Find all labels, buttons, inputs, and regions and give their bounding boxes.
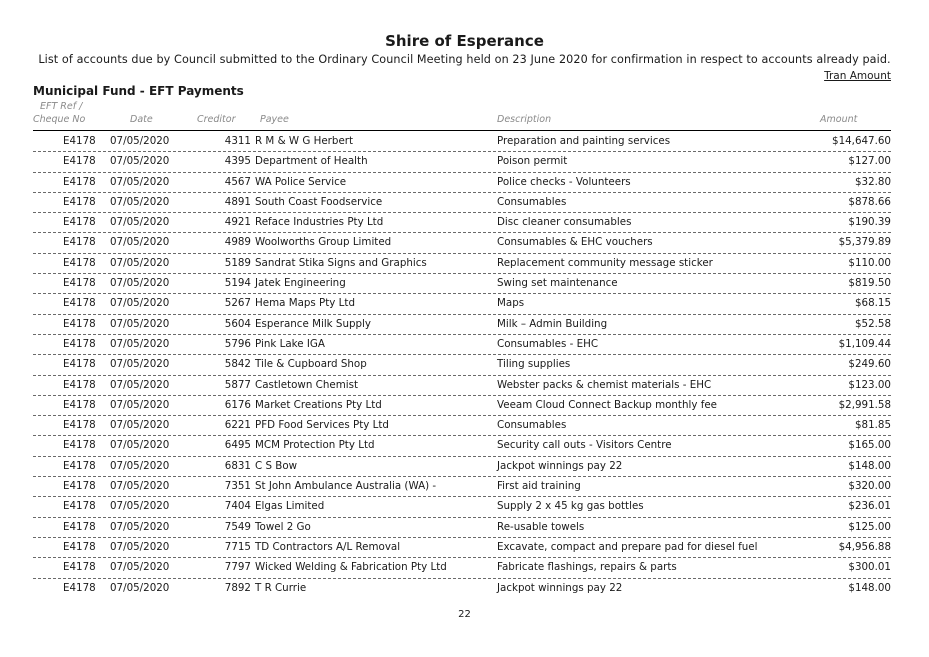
cell-payee: South Coast Foodservice — [255, 195, 383, 208]
col-header-payee: Payee — [260, 114, 289, 125]
cell-date: 07/05/2020 — [110, 561, 170, 574]
table-row — [33, 274, 891, 294]
cell-description: Supply 2 x 45 kg gas bottles — [497, 500, 644, 513]
cell-description: Disc cleaner consumables — [497, 216, 632, 229]
cell-creditor: 4311 — [224, 135, 251, 147]
cell-description: Maps — [497, 297, 525, 310]
col-header-description: Description — [497, 114, 552, 125]
cell-eft-ref: E4178 — [63, 256, 96, 269]
cell-description: Police checks - Volunteers — [497, 175, 631, 188]
cell-amount: $148.00 — [848, 459, 891, 472]
cell-amount: $4,956.88 — [838, 540, 891, 553]
cell-payee: Tile & Cupboard Shop — [255, 358, 367, 371]
cell-payee: Department of Health — [255, 155, 368, 168]
table-row — [33, 213, 891, 233]
cell-eft-ref: E4178 — [63, 337, 96, 350]
cell-payee: Reface Industries Pty Ltd — [255, 216, 384, 229]
cell-description: Veeam Cloud Connect Backup monthly fee — [497, 398, 718, 411]
cell-description: Preparation and painting services — [497, 135, 671, 147]
cell-eft-ref: E4178 — [63, 439, 96, 452]
cell-description: Milk – Admin Building — [497, 317, 608, 330]
cell-date: 07/05/2020 — [110, 358, 170, 371]
cell-creditor: 7549 — [224, 520, 251, 533]
table-row — [33, 254, 891, 274]
cell-amount: $819.50 — [848, 277, 891, 290]
cell-payee: Jatek Engineering — [255, 277, 346, 290]
cell-eft-ref: E4178 — [63, 398, 96, 411]
cell-description: Jackpot winnings pay 22 — [497, 581, 623, 594]
cell-creditor: 6221 — [224, 419, 251, 432]
section-heading: Municipal Fund - EFT Payments — [33, 84, 244, 98]
cell-creditor: 4921 — [224, 216, 251, 229]
cell-amount: $14,647.60 — [832, 135, 891, 147]
cell-date: 07/05/2020 — [110, 297, 170, 310]
cell-date: 07/05/2020 — [110, 540, 170, 553]
tran-amount-label: Tran Amount — [824, 70, 891, 82]
page-title: Shire of Esperance — [385, 32, 544, 50]
col-header-ref-line2: Cheque No — [33, 114, 86, 125]
cell-eft-ref: E4178 — [63, 155, 96, 168]
cell-amount: $190.39 — [848, 216, 891, 229]
cell-description: Consumables — [497, 195, 567, 208]
cell-payee: Woolworths Group Limited — [255, 236, 392, 249]
cell-eft-ref: E4178 — [63, 378, 96, 391]
table-row — [33, 457, 891, 477]
table-row — [33, 335, 891, 355]
cell-payee: T R Currie — [255, 581, 307, 594]
cell-description: Swing set maintenance — [497, 277, 618, 290]
cell-description: Consumables - EHC — [497, 337, 599, 350]
cell-creditor: 4395 — [224, 155, 251, 168]
cell-payee: Pink Lake IGA — [255, 337, 325, 350]
cell-amount: $81.85 — [854, 419, 891, 432]
table-row — [33, 416, 891, 436]
cell-date: 07/05/2020 — [110, 216, 170, 229]
cell-date: 07/05/2020 — [110, 155, 170, 168]
table-row — [33, 518, 891, 538]
cell-date: 07/05/2020 — [110, 175, 170, 188]
cell-creditor: 4567 — [224, 175, 251, 188]
cell-payee: Towel 2 Go — [255, 520, 311, 533]
cell-payee: C S Bow — [255, 459, 298, 472]
cell-description: Jackpot winnings pay 22 — [497, 459, 623, 472]
cell-amount: $5,379.89 — [838, 236, 891, 249]
table-row — [33, 396, 891, 416]
cell-description: Excavate, compact and prepare pad for diesel fuel — [497, 540, 758, 553]
cell-creditor: 4891 — [224, 195, 251, 208]
cell-eft-ref: E4178 — [63, 297, 96, 310]
cell-payee: St John Ambulance Australia (WA) - — [255, 480, 437, 493]
cell-date: 07/05/2020 — [110, 195, 170, 208]
cell-date: 07/05/2020 — [110, 135, 170, 147]
cell-payee: MCM Protection Pty Ltd — [255, 439, 375, 452]
cell-description: Poison permit — [497, 155, 568, 168]
table-row — [33, 233, 891, 253]
cell-date: 07/05/2020 — [110, 581, 170, 594]
cell-eft-ref: E4178 — [63, 561, 96, 574]
cell-amount: $32.80 — [854, 175, 891, 188]
cell-creditor: 7715 — [224, 540, 251, 553]
cell-payee: PFD Food Services Pty Ltd — [255, 419, 389, 432]
cell-description: Consumables & EHC vouchers — [497, 236, 653, 249]
cell-creditor: 5267 — [224, 297, 251, 310]
page-number: 22 — [458, 609, 471, 620]
table-row — [33, 477, 891, 497]
cell-amount: $110.00 — [848, 256, 891, 269]
cell-eft-ref: E4178 — [63, 277, 96, 290]
cell-description: Replacement community message sticker — [497, 256, 713, 269]
cell-payee: Market Creations Pty Ltd — [255, 398, 382, 411]
cell-amount: $165.00 — [848, 439, 891, 452]
page-subtitle: List of accounts due by Council submitted to the Ordinary Council Meeting held on 23 June 2020 for confirmation in respect to accounts already paid. — [38, 53, 891, 66]
cell-creditor: 7797 — [224, 561, 251, 574]
cell-amount: $236.01 — [848, 500, 891, 513]
cell-amount: $2,991.58 — [838, 398, 891, 411]
cell-payee: Wicked Welding & Fabrication Pty Ltd — [255, 561, 447, 574]
table-row — [33, 355, 891, 375]
cell-payee: Sandrat Stika Signs and Graphics — [255, 256, 427, 269]
table-row — [33, 294, 891, 314]
cell-date: 07/05/2020 — [110, 480, 170, 493]
cell-eft-ref: E4178 — [63, 419, 96, 432]
cell-creditor: 4989 — [224, 236, 251, 249]
cell-creditor: 6495 — [224, 439, 251, 452]
cell-payee: TD Contractors A/L Removal — [255, 540, 401, 553]
table-row — [33, 132, 891, 152]
cell-eft-ref: E4178 — [63, 500, 96, 513]
cell-eft-ref: E4178 — [63, 195, 96, 208]
cell-description: Tiling supplies — [497, 358, 571, 371]
cell-amount: $123.00 — [848, 378, 891, 391]
cell-payee: R M & W G Herbert — [255, 135, 354, 147]
cell-date: 07/05/2020 — [110, 439, 170, 452]
cell-creditor: 6176 — [224, 398, 251, 411]
cell-amount: $148.00 — [848, 581, 891, 594]
cell-amount: $52.58 — [854, 317, 891, 330]
cell-description: First aid training — [497, 480, 581, 493]
cell-date: 07/05/2020 — [110, 459, 170, 472]
cell-date: 07/05/2020 — [110, 398, 170, 411]
cell-amount: $68.15 — [854, 297, 891, 310]
cell-amount: $878.66 — [848, 195, 891, 208]
cell-eft-ref: E4178 — [63, 216, 96, 229]
cell-payee: Esperance Milk Supply — [255, 317, 372, 330]
header-divider — [33, 130, 891, 131]
cell-date: 07/05/2020 — [110, 500, 170, 513]
cell-description: Webster packs & chemist materials - EHC — [497, 378, 712, 391]
cell-amount: $300.01 — [848, 561, 891, 574]
cell-amount: $125.00 — [848, 520, 891, 533]
cell-creditor: 5796 — [224, 337, 251, 350]
cell-eft-ref: E4178 — [63, 540, 96, 553]
cell-amount: $127.00 — [848, 155, 891, 168]
cell-creditor: 7351 — [224, 480, 251, 493]
cell-date: 07/05/2020 — [110, 520, 170, 533]
cell-creditor: 7892 — [224, 581, 251, 594]
col-header-date: Date — [130, 114, 153, 125]
table-row — [33, 152, 891, 172]
col-header-amount: Amount — [820, 114, 858, 125]
cell-date: 07/05/2020 — [110, 236, 170, 249]
cell-amount: $249.60 — [848, 358, 891, 371]
cell-eft-ref: E4178 — [63, 480, 96, 493]
cell-date: 07/05/2020 — [110, 256, 170, 269]
cell-description: Consumables — [497, 419, 567, 432]
cell-description: Security call outs - Visitors Centre — [497, 439, 672, 452]
table-row — [33, 579, 891, 598]
table-row — [33, 497, 891, 517]
cell-eft-ref: E4178 — [63, 135, 96, 147]
cell-eft-ref: E4178 — [63, 459, 96, 472]
cell-eft-ref: E4178 — [63, 317, 96, 330]
cell-eft-ref: E4178 — [63, 581, 96, 594]
cell-eft-ref: E4178 — [63, 358, 96, 371]
table-row — [33, 538, 891, 558]
cell-date: 07/05/2020 — [110, 337, 170, 350]
cell-payee: Castletown Chemist — [255, 378, 358, 391]
cell-date: 07/05/2020 — [110, 378, 170, 391]
cell-date: 07/05/2020 — [110, 419, 170, 432]
cell-creditor: 5604 — [224, 317, 251, 330]
cell-eft-ref: E4178 — [63, 520, 96, 533]
cell-amount: $320.00 — [848, 480, 891, 493]
cell-payee: Hema Maps Pty Ltd — [255, 297, 355, 310]
cell-creditor: 5189 — [224, 256, 251, 269]
cell-description: Re-usable towels — [497, 520, 585, 533]
table-row — [33, 315, 891, 335]
table-row — [33, 173, 891, 193]
cell-payee: WA Police Service — [255, 175, 347, 188]
cell-creditor: 6831 — [224, 459, 251, 472]
table-row — [33, 193, 891, 213]
col-header-ref-line1: EFT Ref / — [40, 101, 83, 112]
payments-table — [33, 132, 891, 598]
col-header-creditor: Creditor — [197, 114, 236, 125]
cell-amount: $1,109.44 — [838, 337, 891, 350]
cell-eft-ref: E4178 — [63, 175, 96, 188]
cell-creditor: 5842 — [224, 358, 251, 371]
cell-creditor: 5194 — [224, 277, 251, 290]
cell-creditor: 5877 — [224, 378, 251, 391]
cell-creditor: 7404 — [224, 500, 251, 513]
table-row — [33, 376, 891, 396]
cell-date: 07/05/2020 — [110, 317, 170, 330]
cell-payee: Elgas Limited — [255, 500, 325, 513]
cell-eft-ref: E4178 — [63, 236, 96, 249]
table-row — [33, 558, 891, 578]
cell-date: 07/05/2020 — [110, 277, 170, 290]
table-row — [33, 436, 891, 456]
cell-description: Fabricate flashings, repairs & parts — [497, 561, 677, 574]
